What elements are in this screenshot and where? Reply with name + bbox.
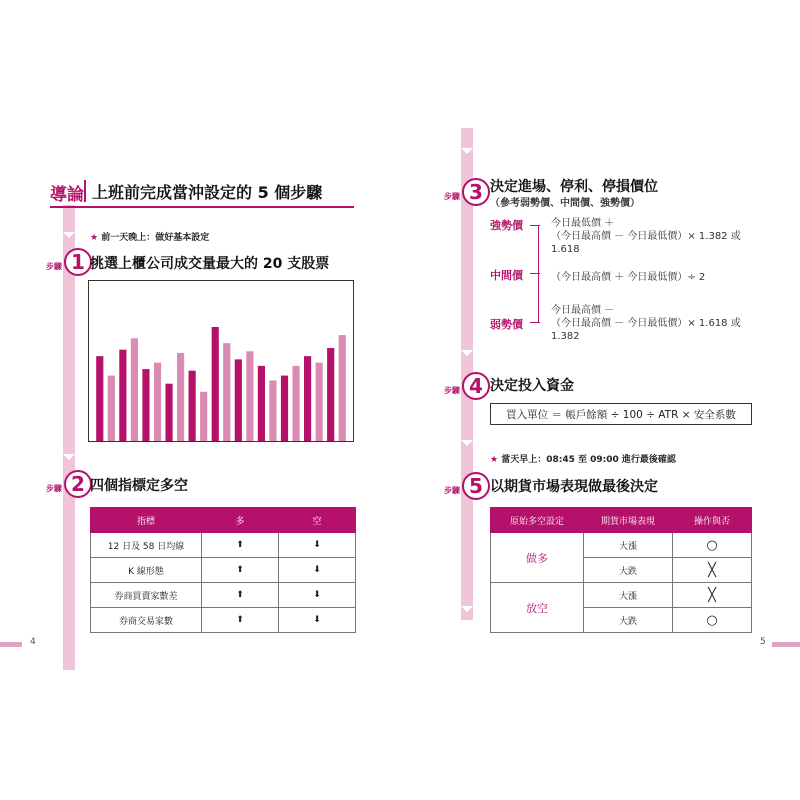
strong-price-formula — [551, 217, 741, 256]
up-arrow-icon: ⬆ — [202, 583, 279, 608]
indicator-table — [90, 507, 356, 633]
circle-icon: ○ — [673, 608, 752, 633]
down-arrow-icon: ⬇ — [279, 533, 356, 558]
table-header: 指標 — [91, 508, 202, 533]
volume-bar — [281, 376, 288, 442]
evening-note — [90, 230, 209, 243]
formula-line: 1.618 — [551, 244, 580, 255]
step-number: 4 — [462, 372, 490, 400]
cross-icon: ╳ — [673, 558, 752, 583]
volume-bar — [235, 359, 242, 442]
up-arrow-icon: ⬆ — [202, 533, 279, 558]
market-move: 大跌 — [584, 608, 673, 633]
volume-bar — [339, 335, 346, 442]
morning-note-text: 當天早上：08:45 至 09:00 進行最後確認 — [501, 455, 676, 465]
bracket-tick — [530, 225, 540, 226]
morning-note — [490, 452, 676, 465]
indicator-name: K 線形態 — [91, 558, 202, 583]
weak-price-label: 弱勢價 — [490, 318, 523, 331]
volume-bar — [269, 380, 276, 442]
volume-bar — [223, 343, 230, 442]
step-label: 步驟 — [444, 386, 460, 395]
rail-arrow-icon — [461, 350, 473, 356]
left-page-bar — [0, 642, 22, 647]
step-number: 2 — [64, 470, 92, 498]
step-label: 步驟 — [444, 192, 460, 201]
bracket-tick — [530, 273, 540, 274]
star-icon: ★ — [90, 233, 99, 243]
step-label: 步驟 — [444, 486, 460, 495]
step-3-subtitle: （參考弱勢價、中間價、強勢價） — [490, 198, 640, 209]
intro-badge-divider — [84, 180, 86, 202]
right-page-bar — [772, 642, 800, 647]
indicator-name: 券商買賣家數差 — [91, 583, 202, 608]
title-underline — [50, 206, 354, 208]
formula-bracket — [538, 225, 539, 323]
up-arrow-icon: ⬆ — [202, 608, 279, 633]
cross-icon: ╳ — [673, 583, 752, 608]
table-row — [91, 558, 356, 583]
page-number: 4 — [30, 637, 36, 647]
step-1-title: 挑選上櫃公司成交量最大的 20 支股票 — [90, 256, 330, 272]
table-row — [491, 583, 752, 608]
step-5-title: 以期貨市場表現做最後決定 — [490, 479, 658, 495]
star-icon: ★ — [490, 455, 499, 465]
market-move: 大漲 — [584, 583, 673, 608]
step-label: 步驟 — [46, 262, 62, 271]
mid-price-formula: （今日最高價 ＋ 今日最低價）÷ 2 — [551, 272, 706, 283]
volume-bar — [316, 363, 323, 442]
table-row — [91, 533, 356, 558]
table-header: 期貨市場表現 — [584, 508, 673, 533]
intro-badge: 導論 — [50, 185, 84, 205]
table-row — [491, 533, 752, 558]
mid-price-label: 中間價 — [490, 269, 523, 282]
formula-line: 1.382 — [551, 331, 580, 342]
volume-bar — [212, 327, 219, 442]
table-row — [91, 608, 356, 633]
up-arrow-icon: ⬆ — [202, 558, 279, 583]
volume-bar-chart — [88, 280, 354, 442]
step-4-badge — [444, 372, 490, 400]
position-label: 做多 — [491, 533, 584, 583]
down-arrow-icon: ⬇ — [279, 558, 356, 583]
step-4-title: 決定投入資金 — [490, 378, 574, 394]
rail-arrow-icon — [63, 232, 75, 238]
position-label: 放空 — [491, 583, 584, 633]
market-move: 大漲 — [584, 533, 673, 558]
volume-bar — [165, 384, 172, 442]
step-2-badge — [46, 470, 92, 498]
volume-bar — [108, 376, 115, 442]
formula-line: （今日最高價 － 今日最低價）× 1.618 或 — [551, 318, 741, 329]
step-label: 步驟 — [46, 484, 62, 493]
circle-icon: ○ — [673, 533, 752, 558]
down-arrow-icon: ⬇ — [279, 583, 356, 608]
page-title: 上班前完成當沖設定的 5 個步驟 — [92, 183, 323, 202]
table-header: 操作與否 — [673, 508, 752, 533]
volume-bar — [246, 351, 253, 442]
step-number: 1 — [64, 248, 92, 276]
volume-bar — [292, 366, 299, 442]
step-2-title: 四個指標定多空 — [90, 478, 188, 494]
step-3-badge — [444, 178, 490, 206]
volume-bar — [327, 348, 334, 442]
rail-arrow-icon — [461, 440, 473, 446]
chart-frame — [89, 281, 354, 442]
down-arrow-icon: ⬇ — [279, 608, 356, 633]
indicator-name: 券商交易家數 — [91, 608, 202, 633]
formula-line: 今日最低價 ＋ — [551, 218, 615, 229]
volume-bar — [96, 356, 103, 442]
strong-price-label: 強勢價 — [490, 219, 523, 232]
step-1-badge — [46, 248, 92, 276]
volume-bar — [154, 363, 161, 442]
formula-line: 今日最高價 － — [551, 305, 615, 316]
volume-bar — [142, 369, 149, 442]
table-header: 空 — [279, 508, 356, 533]
rail-arrow-icon — [461, 606, 473, 612]
indicator-name: 12 日及 58 日均線 — [91, 533, 202, 558]
futures-decision-table — [490, 507, 752, 633]
investment-formula-box: 買入單位 ＝ 帳戶餘額 ÷ 100 ÷ ATR × 安全系數 — [490, 403, 752, 425]
table-row — [91, 583, 356, 608]
market-move: 大跌 — [584, 558, 673, 583]
volume-bar — [258, 366, 265, 442]
step-3-title: 決定進場、停利、停損價位 — [490, 179, 658, 195]
volume-bar — [200, 392, 207, 442]
table-header: 多 — [202, 508, 279, 533]
step-5-badge — [444, 472, 490, 500]
formula-line: （今日最高價 － 今日最低價）× 1.382 或 — [551, 231, 741, 242]
volume-bar — [304, 356, 311, 442]
volume-bar — [189, 371, 196, 442]
rail-arrow-icon — [63, 454, 75, 460]
volume-bar — [131, 338, 138, 442]
step-number: 3 — [462, 178, 490, 206]
step-number: 5 — [462, 472, 490, 500]
volume-bar — [119, 350, 126, 442]
bracket-tick — [530, 322, 540, 323]
page-number: 5 — [760, 637, 766, 647]
rail-arrow-icon — [461, 148, 473, 154]
volume-bar — [177, 353, 184, 442]
weak-price-formula — [551, 304, 741, 343]
evening-note-text: 前一天晚上：做好基本設定 — [101, 233, 210, 243]
table-header: 原始多空設定 — [491, 508, 584, 533]
